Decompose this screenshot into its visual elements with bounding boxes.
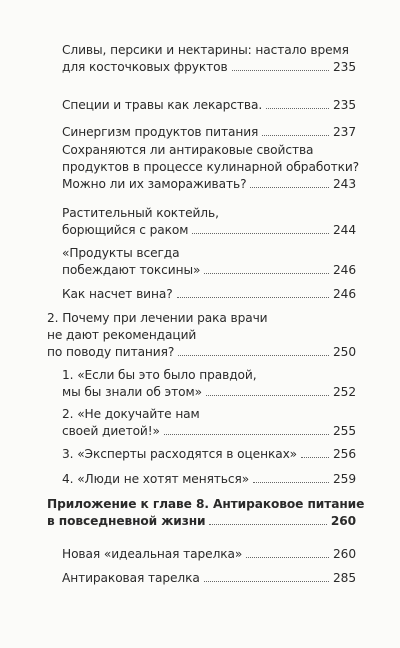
toc-entry-line: не дают рекомендаций <box>47 328 197 342</box>
toc-page-number: 243 <box>333 177 356 191</box>
toc-entry-line: Синергизм продуктов питания <box>62 125 259 139</box>
toc-entry-line: для косточковых фруктов <box>62 60 228 74</box>
toc-section-doctors <box>47 310 356 361</box>
toc-appendix-chapter-8 <box>47 496 365 530</box>
toc-entry-anticancer-plate <box>62 570 356 587</box>
leader-dots <box>192 233 329 234</box>
toc-entry-line: Сливы, персики и нектарины: настало время <box>62 43 349 57</box>
toc-entry-line: «Продукты всегда <box>62 246 180 260</box>
toc-page-number: 235 <box>333 98 356 112</box>
toc-entry-line: Приложение к главе 8. Антираковое питание <box>47 497 365 511</box>
toc-entry-line: Как насчет вина? <box>62 287 173 301</box>
leader-dots <box>177 297 329 298</box>
toc-subentry-2 <box>62 406 356 440</box>
toc-subentry-1 <box>62 367 356 401</box>
leader-dots <box>246 557 329 558</box>
toc-page-number: 285 <box>333 571 356 585</box>
toc-page-number: 252 <box>333 385 356 399</box>
toc-entry-spices <box>62 97 356 114</box>
leader-dots <box>206 395 329 396</box>
toc-entry-line: борющийся с раком <box>62 223 189 237</box>
toc-page-number: 255 <box>333 424 356 438</box>
leader-dots <box>250 187 329 188</box>
toc-entry-line: 1. «Если бы это было правдой, <box>62 368 257 382</box>
toc-entry-line: Сохраняются ли антираковые свойства <box>62 143 314 157</box>
toc-page-number: 260 <box>330 514 356 528</box>
toc-entry-line: Специи и травы как лекарства. <box>62 98 263 112</box>
toc-page-number: 246 <box>333 263 356 277</box>
toc-entry-line: 2. Почему при лечении рака врачи <box>47 311 268 325</box>
leader-dots <box>301 457 329 458</box>
toc-page-number: 246 <box>333 287 356 301</box>
leader-dots <box>232 70 329 71</box>
toc-entry-line: 3. «Эксперты расходятся в оценках» <box>62 447 298 461</box>
toc-page-number: 237 <box>333 125 356 139</box>
toc-page-number: 259 <box>333 472 356 486</box>
leader-dots <box>253 482 329 483</box>
toc-entry-line: 2. «Не докучайте нам <box>62 407 200 421</box>
toc-entry-line: по поводу питания? <box>47 345 175 359</box>
toc-entry-toxins <box>62 245 356 279</box>
leader-dots <box>178 355 329 356</box>
toc-entry-plums <box>62 42 356 76</box>
toc-entry-line: продуктов в процессе кулинарной обработки? <box>62 160 360 174</box>
toc-entry-cooking <box>62 142 360 193</box>
leader-dots <box>204 273 329 274</box>
toc-entry-wine <box>62 286 356 303</box>
toc-page-number: 235 <box>333 60 356 74</box>
toc-page-number: 260 <box>333 547 356 561</box>
toc-entry-line: побеждают токсины» <box>62 263 201 277</box>
toc-entry-line: Можно ли их замораживать? <box>62 177 247 191</box>
toc-entry-line: Антираковая тарелка <box>62 571 200 585</box>
leader-dots <box>209 524 326 525</box>
toc-entry-line: Растительный коктейль, <box>62 206 219 220</box>
toc-entry-line: 4. «Люди не хотят меняться» <box>62 472 250 486</box>
toc-subentry-3 <box>62 446 356 463</box>
toc-entry-line: Новая «идеальная тарелка» <box>62 547 243 561</box>
toc-page-number: 256 <box>333 447 356 461</box>
toc-entry-line: в повседневной жизни <box>47 514 206 528</box>
leader-dots <box>204 581 329 582</box>
leader-dots <box>266 108 329 109</box>
toc-subentry-4 <box>62 471 356 488</box>
toc-entry-line: своей диетой!» <box>62 424 160 438</box>
toc-entry-synergy <box>62 124 356 141</box>
toc-entry-ideal-plate <box>62 546 356 563</box>
toc-entry-cocktail <box>62 205 356 239</box>
toc-page-number: 250 <box>333 345 356 359</box>
leader-dots <box>164 434 329 435</box>
toc-page-number: 244 <box>333 223 356 237</box>
toc-entry-line: мы бы знали об этом» <box>62 385 202 399</box>
leader-dots <box>262 135 329 136</box>
